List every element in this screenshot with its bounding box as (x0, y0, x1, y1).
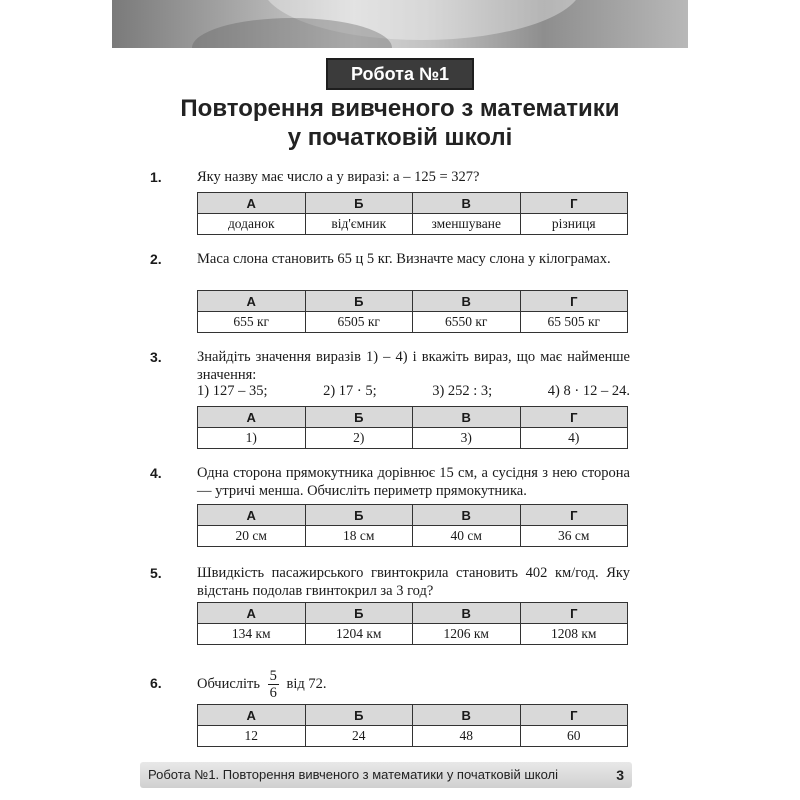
answer-cell: 65 505 кг (520, 312, 628, 333)
option-letter: Г (520, 291, 628, 312)
answer-cell: 2) (305, 428, 413, 449)
option-letter: Б (305, 291, 413, 312)
answer-cell: доданок (198, 214, 306, 235)
option-letter: А (198, 291, 306, 312)
answer-cell: 1208 км (520, 624, 628, 645)
fraction-denominator: 6 (269, 685, 277, 701)
answer-cell: 18 см (305, 526, 413, 547)
answer-cell: 60 (520, 726, 628, 747)
page-number: 3 (616, 767, 624, 783)
option-letter: А (198, 407, 306, 428)
answer-cell: 40 см (413, 526, 521, 547)
fraction (268, 668, 279, 701)
task-text (197, 668, 630, 701)
work-badge: Робота №1 (326, 58, 474, 90)
answer-cell: різниця (520, 214, 628, 235)
answer-table (197, 602, 628, 645)
footer-title: Робота №1. Повторення вивченого з математики у початковій школі (148, 767, 559, 782)
expression-item: 3) 252 : 3; (432, 383, 493, 399)
option-letter: Г (520, 505, 628, 526)
answer-cell: 36 см (520, 526, 628, 547)
answer-cell: 3) (413, 428, 521, 449)
answer-cell: 1204 км (305, 624, 413, 645)
task-number: 4. (150, 465, 162, 481)
answer-cell: 24 (305, 726, 413, 747)
fraction-numerator: 5 (269, 668, 277, 684)
answer-cell: від'ємник (305, 214, 413, 235)
answer-table (197, 406, 628, 449)
option-letter: Б (305, 407, 413, 428)
task-text: Швидкість пасажирського гвинтокрила становить 402 км/год. Яку відстань подолав гвинтокрил за 3 год? (197, 565, 630, 599)
task-text: Яку назву має число a у виразі: a – 125 = 327? (197, 169, 480, 185)
expression-item: 1) 127 – 35; (197, 383, 268, 399)
answer-table (197, 504, 628, 547)
option-letter: В (413, 291, 521, 312)
option-letter: Г (520, 603, 628, 624)
answer-cell: зменшуване (413, 214, 521, 235)
answer-table (197, 290, 628, 333)
option-letter: В (413, 407, 521, 428)
task-text-part: від 72. (286, 675, 327, 692)
answer-cell: 4) (520, 428, 628, 449)
answer-table (197, 192, 628, 235)
option-letter: Г (520, 193, 628, 214)
option-letter: Г (520, 407, 628, 428)
option-letter: Б (305, 603, 413, 624)
option-letter: Б (305, 193, 413, 214)
answer-cell: 134 км (198, 624, 306, 645)
expression-item: 2) 17 · 5; (323, 383, 377, 399)
page-footer (140, 762, 632, 788)
title-line: Повторення вивченого з математики (180, 95, 620, 122)
option-letter: Б (305, 705, 413, 726)
task-text: Одна сторона прямокутника дорівнює 15 см, а сусідня з нею сторона — утричі менша. Обчисліть периметр прямокутника. (197, 465, 630, 499)
answer-cell: 20 см (198, 526, 306, 547)
answer-table (197, 704, 628, 747)
header-image (112, 0, 688, 48)
option-letter: В (413, 193, 521, 214)
option-letter: В (413, 705, 521, 726)
answer-cell: 6550 кг (413, 312, 521, 333)
option-letter: Б (305, 505, 413, 526)
answer-cell: 6505 кг (305, 312, 413, 333)
task-number: 3. (150, 349, 162, 365)
task-text: Маса слона становить 65 ц 5 кг. Визначте масу слона у кілограмах. (197, 251, 611, 267)
title-line: у початковій школі (287, 124, 513, 151)
expression-item: 4) 8 · 12 – 24. (547, 383, 630, 399)
option-letter: А (198, 193, 306, 214)
page-title (112, 94, 688, 152)
answer-cell: 1206 км (413, 624, 521, 645)
task-number: 5. (150, 565, 162, 581)
task-text-part: Обчисліть (197, 675, 260, 692)
task-number: 6. (150, 675, 162, 691)
option-letter: Г (520, 705, 628, 726)
option-letter: В (413, 603, 521, 624)
option-letter: В (413, 505, 521, 526)
task-number: 1. (150, 169, 162, 185)
expression-list (197, 382, 630, 400)
option-letter: А (198, 603, 306, 624)
task-text: Знайдіть значення виразів 1) – 4) і вкажіть вираз, що має найменше значення: (197, 349, 630, 383)
answer-cell: 12 (198, 726, 306, 747)
answer-cell: 1) (198, 428, 306, 449)
task-number: 2. (150, 251, 162, 267)
answer-cell: 655 кг (198, 312, 306, 333)
answer-cell: 48 (413, 726, 521, 747)
option-letter: А (198, 505, 306, 526)
option-letter: А (198, 705, 306, 726)
